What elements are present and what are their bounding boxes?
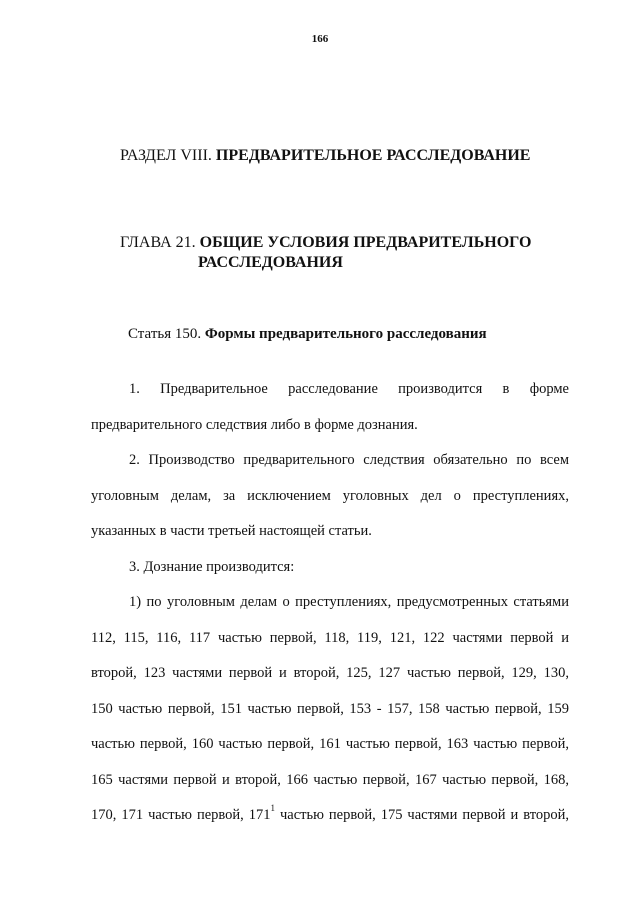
chapter-title-line2: РАССЛЕДОВАНИЯ <box>198 254 343 271</box>
section-title: ПРЕДВАРИТЕЛЬНОЕ РАССЛЕДОВАНИЕ <box>215 147 531 164</box>
text-line: 3. Дознание производится: <box>129 558 295 575</box>
text-fragment: 170, 171 частью первой, 171 <box>91 807 271 823</box>
article-prefix: Статья 150. <box>128 326 205 342</box>
article-heading <box>128 326 487 343</box>
section-heading <box>120 146 530 166</box>
text-line: 1. Предварительное расследование производится в форме <box>129 381 569 397</box>
chapter-title-line1: ОБЩИЕ УСЛОВИЯ ПРЕДВАРИТЕЛЬНОГО <box>199 234 532 251</box>
text-line-last <box>91 798 569 834</box>
article-title: Формы предварительного расследования <box>204 326 487 342</box>
chapter-heading <box>120 233 531 273</box>
superscript-marker: 1 <box>270 803 276 814</box>
section-prefix: РАЗДЕЛ VIII. <box>120 147 216 164</box>
text-line: 112, 115, 116, 117 частью первой, 118, 119, 121, 122 частями первой и <box>91 629 569 646</box>
chapter-prefix: ГЛАВА 21. <box>120 234 200 251</box>
article-body <box>91 372 569 834</box>
text-line: второй, 123 частями первой и второй, 125, 127 частью первой, 129, 130, <box>91 665 569 681</box>
text-line: 165 частями первой и второй, 166 частью первой, 167 частью первой, 168, <box>91 771 569 788</box>
text-fragment: частью первой, 175 частями первой и второй, <box>275 807 569 823</box>
text-line: указанных в части третьей настоящей статьи. <box>91 523 372 539</box>
text-line: 1) по уголовным делам о преступлениях, предусмотренных статьями <box>129 594 569 610</box>
text-line: уголовным делам, за исключением уголовных дел о преступлениях, <box>91 487 569 504</box>
text-line: 150 частью первой, 151 частью первой, 153 - 157, 158 частью первой, 159 <box>91 700 569 717</box>
text-line: предварительного следствия либо в форме дознания. <box>91 416 418 433</box>
text-line: 2. Производство предварительного следствия обязательно по всем <box>129 452 569 468</box>
page-number: 166 <box>311 33 329 45</box>
text-line: частью первой, 160 частью первой, 161 частью первой, 163 частью первой, <box>91 736 569 752</box>
